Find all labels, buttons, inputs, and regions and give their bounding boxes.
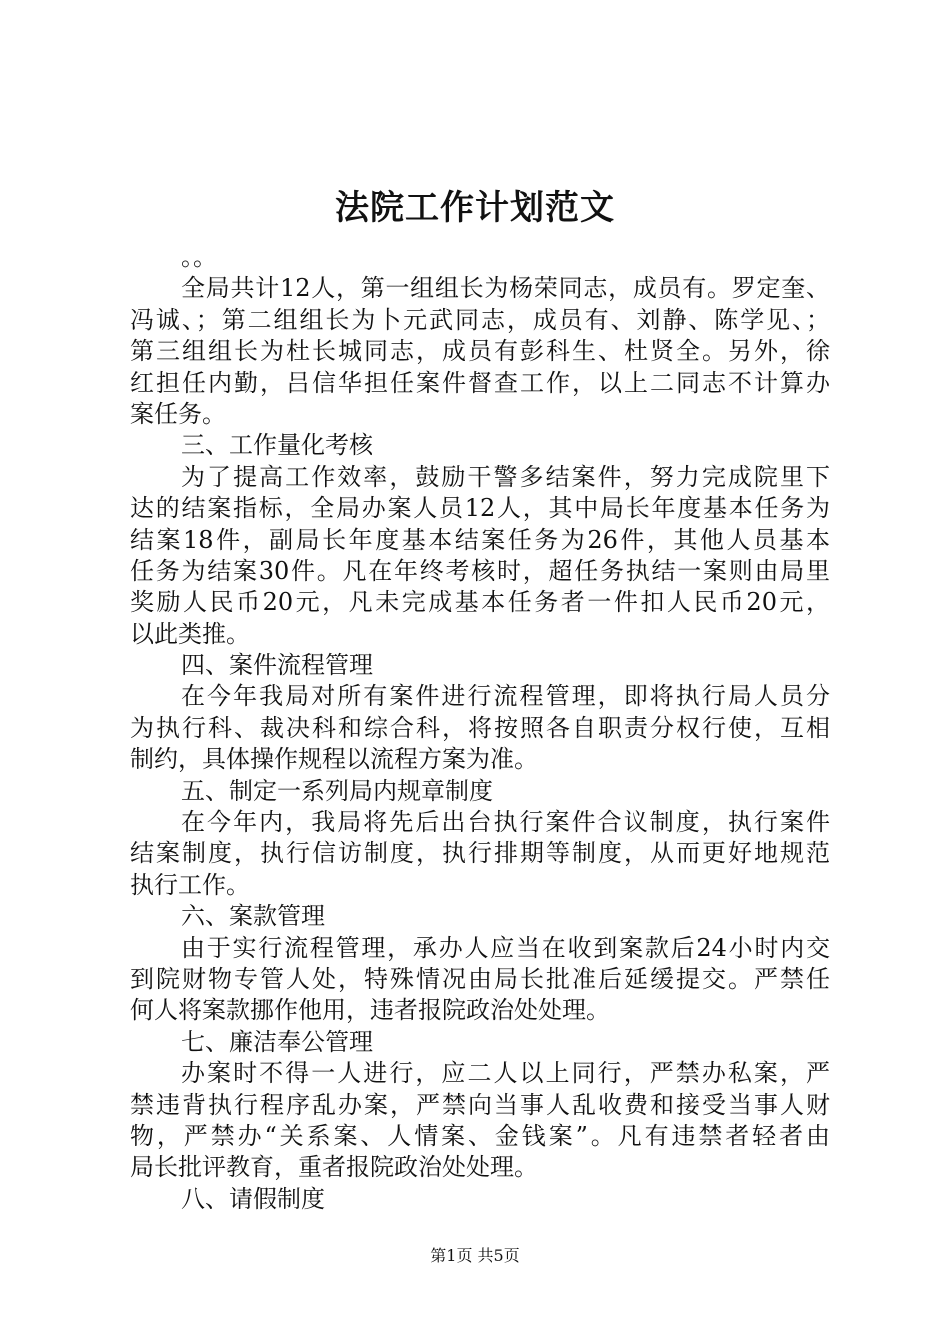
document-body <box>130 242 830 1215</box>
body-line: 由于实行流程管理，承办人应当在收到案款后24小时内交 <box>181 933 830 962</box>
body-line: 以此类推。 <box>130 619 250 648</box>
body-line: 四、案件流程管理 <box>181 651 373 680</box>
body-line: 第三组组长为杜长城同志，成员有彭科生、杜贤全。另外，徐 <box>130 337 830 366</box>
body-line: 到院财物专管人处，特殊情况由局长批准后延缓提交。严禁任 <box>130 964 830 993</box>
body-line: 禁违背执行程序乱办案，严禁向当事人乱收费和接受当事人财 <box>130 1090 830 1119</box>
body-line: 三、工作量化考核 <box>181 431 373 460</box>
body-line: 执行工作。 <box>130 870 250 899</box>
body-line: 何人将案款挪作他用，违者报院政治处处理。 <box>130 996 610 1025</box>
body-line: 为了提高工作效率，鼓励干警多结案件，努力完成院里下 <box>181 462 830 491</box>
body-line: 制约，具体操作规程以流程方案为准。 <box>130 745 538 774</box>
body-line: 达的结案指标，全局办案人员12人，其中局长年度基本任务为 <box>130 494 830 523</box>
body-line: 办案时不得一人进行，应二人以上同行，严禁办私案，严 <box>181 1059 830 1088</box>
body-line: 奖励人民币20元，凡未完成基本任务者一件扣人民币20元， <box>130 588 830 617</box>
body-line: 物，严禁办“关系案、人情案、金钱案”。凡有违禁者轻者由 <box>130 1121 830 1150</box>
body-line: 为执行科、裁决科和综合科，将按照各自职责分权行使，互相 <box>130 713 830 742</box>
body-line: 全局共计12人，第一组组长为杨荣同志，成员有。罗定奎、 <box>181 274 830 303</box>
body-line: 红担任内勤，吕信华担任案件督查工作，以上二同志不计算办 <box>130 368 830 397</box>
body-line: 冯诚、；第二组组长为卜元武同志，成员有、刘静、陈学见、； <box>130 305 830 334</box>
body-line: 在今年内，我局将先后出台执行案件合议制度，执行案件 <box>181 808 830 837</box>
body-line: 结案18件，副局长年度基本结案任务为26件，其他人员基本 <box>130 525 830 554</box>
document-title: 法院工作计划范文 <box>335 188 615 228</box>
body-line: 任务为结案30件。凡在年终考核时，超任务执结一案则由局里 <box>130 556 830 585</box>
body-line: 。。 <box>181 243 217 271</box>
body-line: 七、廉洁奉公管理 <box>181 1027 373 1056</box>
body-line: 局长批评教育，重者报院政治处处理。 <box>130 1153 538 1182</box>
body-line: 在今年我局对所有案件进行流程管理，即将执行局人员分 <box>181 682 830 711</box>
body-line: 案任务。 <box>130 399 226 428</box>
body-line: 六、案款管理 <box>181 902 325 931</box>
body-line: 结案制度，执行信访制度，执行排期等制度，从而更好地规范 <box>130 839 830 868</box>
page-footer: 第1页 共5页 <box>430 1246 520 1265</box>
body-line: 五、制定一系列局内规章制度 <box>181 776 493 805</box>
body-line: 八、请假制度 <box>181 1184 325 1213</box>
